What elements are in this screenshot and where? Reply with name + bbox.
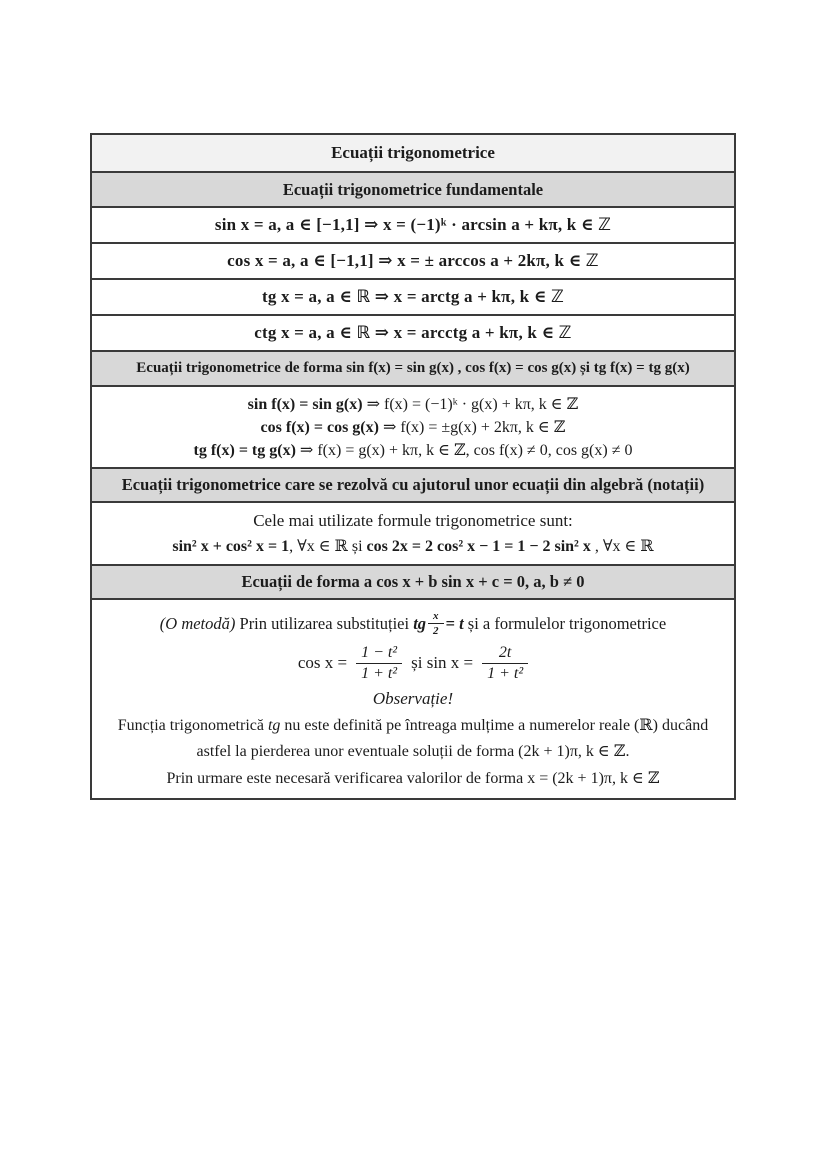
fraction-denominator: 1 + t²	[482, 663, 528, 683]
equation-tgf-lhs: tg f(x) = tg g(x)	[193, 442, 296, 459]
method-text2: și a formulelor trigonometrice	[463, 614, 667, 634]
equation-sinf-lhs: sin f(x) = sin g(x)	[247, 396, 363, 413]
section2-header: Ecuații trigonometrice de forma sin f(x) = sin g(x) , cos f(x) = cos g(x) și tg f(x) = tg g(x)	[136, 360, 690, 376]
section2-equations-row	[92, 385, 734, 467]
section3-content-row	[92, 501, 734, 564]
section3-header-row	[92, 467, 734, 501]
equation-sin-row	[92, 206, 734, 242]
equation-tg: tg x = a, a ∈ ℝ ⇒ x = arctg a + kπ, k ∈ ℤ	[262, 287, 564, 306]
sin-fraction	[482, 644, 528, 682]
table-title-row	[92, 135, 734, 171]
observation-line-2: astfel la pierderea unor eventuale soluții de forma (2k + 1)π, k ∈ ℤ.	[196, 743, 630, 761]
section4-header-row	[92, 564, 734, 598]
obs1-post: nu este definită pe întreaga mulțime a numerelor reale (ℝ) ducând	[280, 716, 709, 734]
equation-ctg-row	[92, 314, 734, 350]
observation-title: Observație!	[372, 688, 454, 708]
tangent-half-angle-identities	[298, 644, 528, 682]
obs1-tg: tg	[267, 716, 281, 734]
equation-sin: sin x = a, a ∈ [−1,1] ⇒ x = (−1)ᵏ · arcsin a + kπ, k ∈ ℤ	[214, 215, 612, 234]
equation-sinf-line	[248, 394, 579, 414]
substitution-method-line	[160, 610, 666, 637]
observation-line-3: Prin urmare este necesară verificarea valorilor de forma x = (2k + 1)π, k ∈ ℤ	[166, 769, 660, 787]
equation-ctg: ctg x = a, a ∈ ℝ ⇒ x = arcctg a + kπ, k ∈ ℤ	[254, 323, 572, 342]
equation-cosf-line	[261, 417, 566, 437]
fraction-numerator: 1 − t²	[361, 643, 398, 661]
observation-line-1	[118, 715, 708, 735]
equation-tgf-line	[194, 440, 633, 460]
section4-header: Ecuații de forma a cos x + b sin x + c = 0, a, b ≠ 0	[241, 572, 585, 591]
formulas-intro: Cele mai utilizate formule trigonometrice sunt:	[253, 511, 573, 530]
obs1-pre: Funcția trigonometrică	[117, 716, 268, 734]
equation-tgf-rhs: ⇒ f(x) = g(x) + kπ, k ∈ ℤ, cos f(x) ≠ 0, cos g(x) ≠ 0	[295, 442, 633, 459]
method-text1: Prin utilizarea substituției	[235, 614, 414, 634]
equation-cosf-lhs: cos f(x) = cos g(x)	[260, 419, 379, 436]
fraction-denominator: 1 + t²	[356, 663, 402, 683]
section2-header-row	[92, 350, 734, 385]
identity-seg2: , ∀x ∈ ℝ și	[289, 538, 367, 555]
fraction-denominator: 2	[428, 623, 444, 637]
equation-sinf-rhs: ⇒ f(x) = (−1)ᵏ · g(x) + kπ, k ∈ ℤ	[362, 396, 579, 413]
fraction-numerator: 2t	[498, 643, 512, 661]
section4-content-row	[92, 598, 734, 798]
equals-t: = t	[445, 614, 464, 634]
si-sin-lhs: și sin x =	[411, 653, 474, 673]
identity-seg4: , ∀x ∈ ℝ	[590, 538, 654, 555]
cos-fraction	[356, 644, 402, 682]
equation-cosf-rhs: ⇒ f(x) = ±g(x) + 2kπ, k ∈ ℤ	[378, 419, 566, 436]
section1-header-row	[92, 171, 734, 206]
pythagorean-identity-line	[172, 536, 653, 556]
tg-symbol: tg	[413, 614, 427, 634]
identity-seg3: cos 2x = 2 cos² x − 1 = 1 − 2 sin² x	[366, 538, 591, 555]
table-title: Ecuații trigonometrice	[331, 143, 495, 162]
identity-seg1: sin² x + cos² x = 1	[172, 538, 290, 555]
fraction-numerator: x	[433, 610, 439, 623]
equation-cos-row	[92, 242, 734, 278]
trig-equations-table	[90, 133, 736, 800]
half-angle-fraction	[428, 610, 444, 637]
equation-tg-row	[92, 278, 734, 314]
equation-cos: cos x = a, a ∈ [−1,1] ⇒ x = ± arccos a + 2kπ, k ∈ ℤ	[227, 251, 599, 270]
section3-header: Ecuații trigonometrice care se rezolvă cu ajutorul unor ecuații din algebră (notații)	[121, 475, 705, 494]
cos-lhs: cos x =	[297, 653, 348, 673]
section1-header: Ecuații trigonometrice fundamentale	[282, 179, 544, 199]
method-label: (O metodă)	[159, 614, 236, 634]
